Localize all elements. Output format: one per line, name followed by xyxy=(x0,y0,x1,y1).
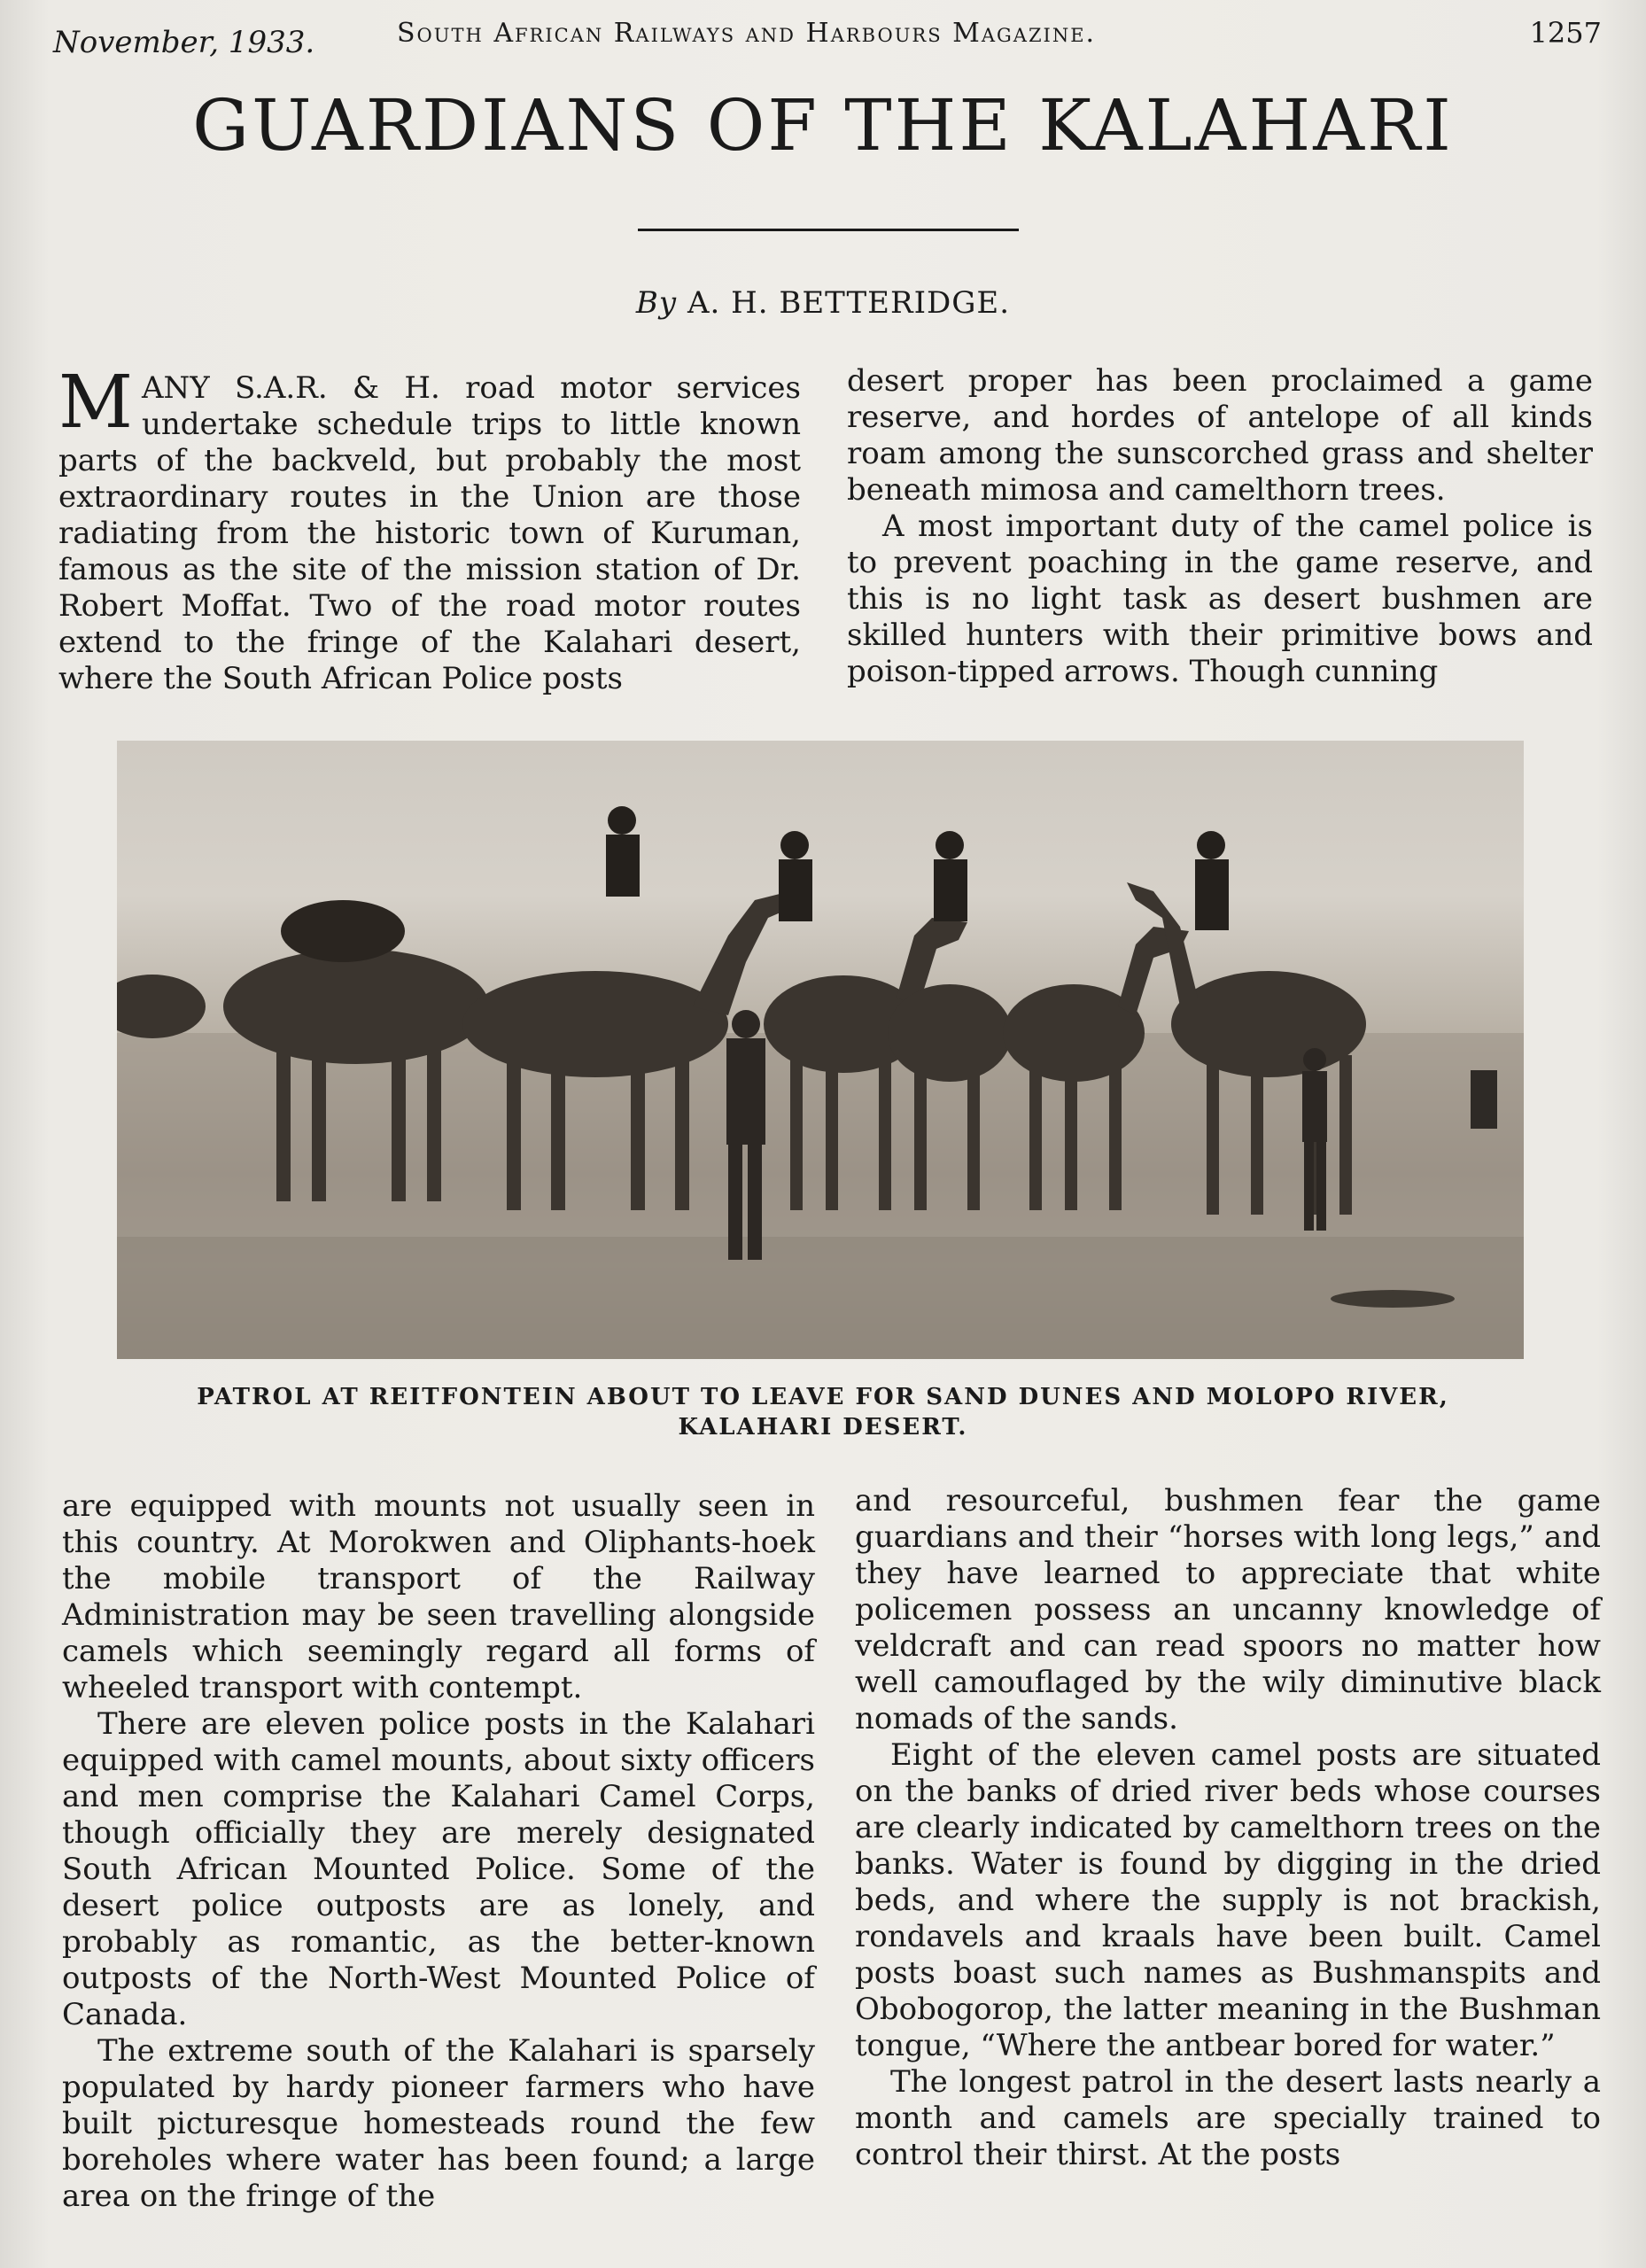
magazine-title: South African Railways and Harbours Magazine. xyxy=(397,18,1097,49)
column-top-right xyxy=(847,363,1593,690)
article-title: GUARDIANS OF THE KALAHARI xyxy=(192,84,1454,167)
camel-patrol-illustration xyxy=(117,741,1524,1359)
caption-line-1: PATROL AT REITFONTEIN ABOUT TO LEAVE FOR SAND DUNES AND MOLOPO RIVER, xyxy=(197,1384,1449,1410)
page-number: 1257 xyxy=(1529,16,1602,50)
paragraph: A most important duty of the camel police is to prevent poaching in the game reserve, and this is no light task as desert bushmen are skilled hunters with their primitive bows and poison-tipped arrows. Though cunning xyxy=(847,509,1593,689)
title-rule xyxy=(638,229,1019,231)
issue-date: November, 1933. xyxy=(53,25,315,60)
column-bottom-right xyxy=(855,1483,1601,2173)
patrol-photograph xyxy=(117,741,1524,1359)
caption-line-2: KALAHARI DESERT. xyxy=(678,1414,968,1441)
paragraph: are equipped with mounts not usually seen in this country. At Morokwen and Oliphants-hoek the mobile transport of the Railway Administration may be seen travelling alongside camels which seemingly regard all forms of wheeled transport with contempt. xyxy=(62,1488,815,1705)
paragraph: desert proper has been proclaimed a game reserve, and hordes of antelope of all kinds roam among the sunscorched grass and shelter beneath mimosa and camelthorn trees. xyxy=(847,363,1593,508)
paragraph: and resourceful, bushmen fear the game guardians and their “horses with long legs,” and they have learned to appreciate that white policemen possess an uncanny knowledge of veldcraft and can read spoors no matter how well camouflaged by the wily diminutive black nomads of the sands. xyxy=(855,1483,1601,1736)
column-bottom-left xyxy=(62,1488,815,2215)
byline-author: A. H. BETTERIDGE. xyxy=(687,285,1011,321)
photo-caption xyxy=(0,1382,1646,1442)
paragraph xyxy=(58,361,801,697)
paragraph-text: ANY S.A.R. & H. road motor services undertake schedule trips to little known parts of the backveld, but probably the most extraordinary routes in the Union are those radiating from the historic town of Kuruman, famous as the site of the mission station of Dr. Robert Moffat. Two of the road motor routes extend to the fringe of the Kalahari desert, where the South African Police posts xyxy=(58,370,801,696)
paragraph: Eight of the eleven camel posts are situated on the banks of dried river beds whose courses are clearly indicated by camelthorn trees on the banks. Water is found by digging in the dried beds, and where the supply is not brackish, rondavels and kraals have been built. Camel posts boast such names as Bushmanspits and Obobogorop, the latter meaning in the Bushman tongue, “Where the antbear bored for water.” xyxy=(855,1737,1601,2063)
paragraph: There are eleven police posts in the Kalahari equipped with camel mounts, about sixty officers and men comprise the Kalahari Camel Corps, though officially they are merely designated South African Mounted Police. Some of the desert police outposts are as lonely, and probably as romantic, as the better-known outposts of the North-West Mounted Police of Canada. xyxy=(62,1706,815,2032)
paragraph: The longest patrol in the desert lasts nearly a month and camels are specially trained to control their thirst. At the posts xyxy=(855,2064,1601,2172)
column-top-left xyxy=(58,361,801,697)
paragraph: The extreme south of the Kalahari is sparsely populated by hardy pioneer farmers who have built picturesque homesteads round the few boreholes where water has been found; a large area on the fringe of the xyxy=(62,2033,815,2214)
byline-prefix: By xyxy=(635,285,678,321)
byline xyxy=(0,285,1646,321)
drop-cap: M xyxy=(58,361,133,445)
running-header xyxy=(53,16,1611,60)
